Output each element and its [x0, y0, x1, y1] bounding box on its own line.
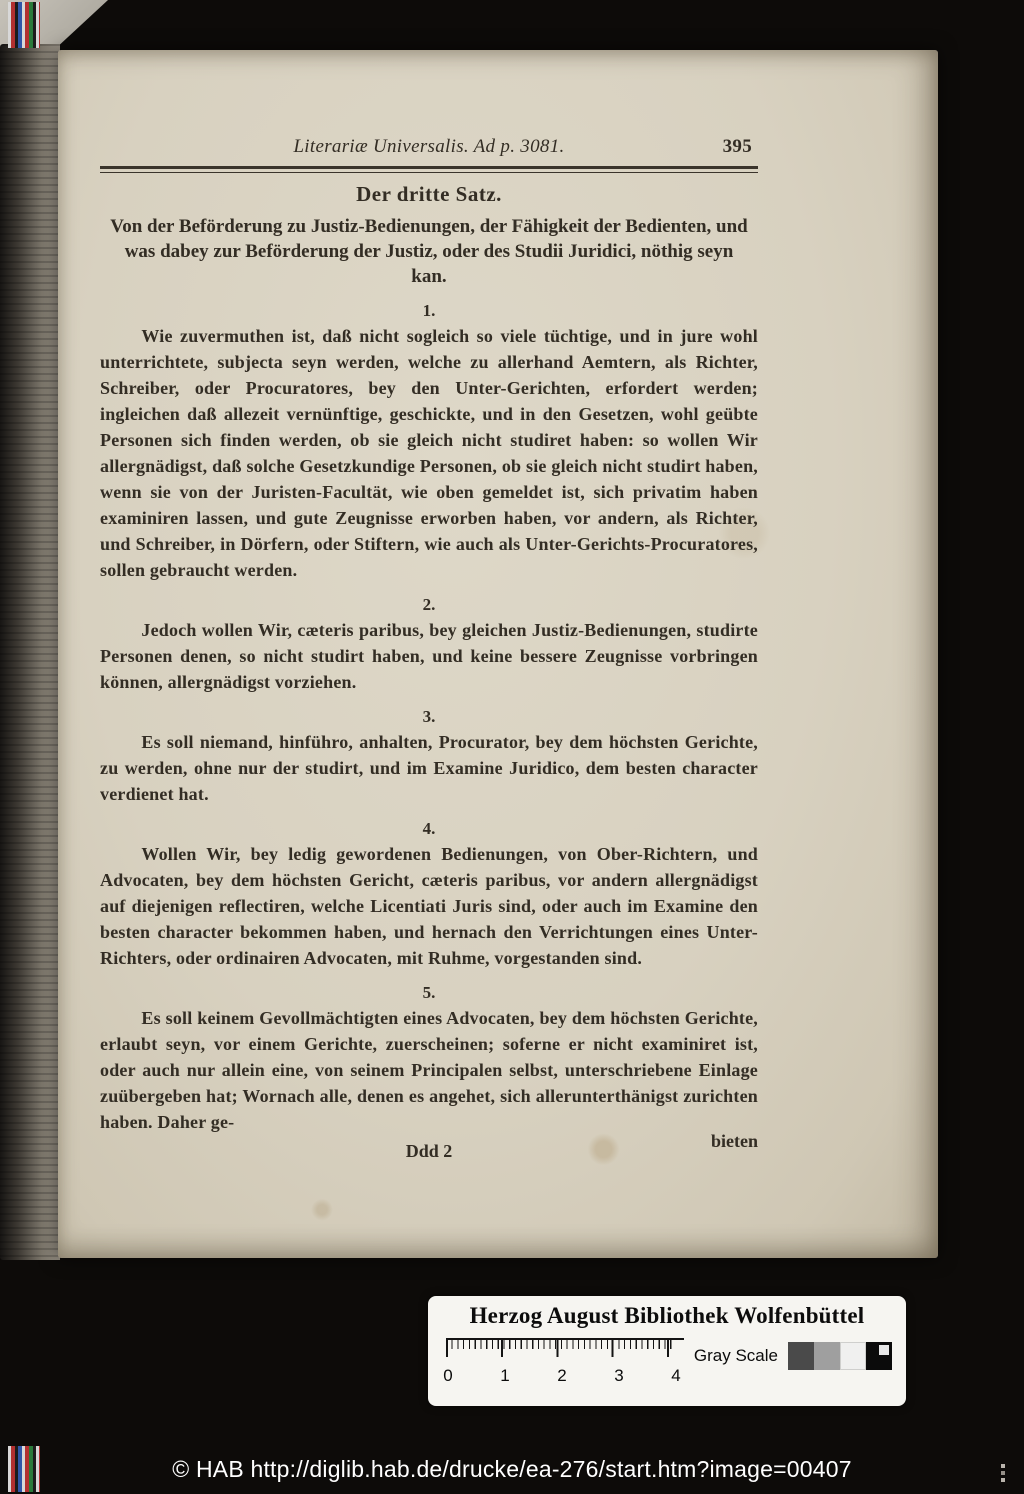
color-calibration-strip-top: [8, 2, 40, 48]
section-4-paragraph: Wollen Wir, bey ledig gewordenen Bedienungen, von Ober-Richtern, und Advocaten, bey dem höchsten Gericht, cæteris paribus, vor andern allergnädigst auf diejenigen reflectiren, welche Licentiati Juris sind, oder auch im Examine den besten character bekommen haben, und hernach den Verrichtungen eines Unter-Richters, oder ordinairen Advocaten, mit Ruhme, vorgestanden sind.: [100, 844, 758, 968]
section-2-number: 2.: [422, 595, 436, 614]
page-number: 395: [722, 136, 752, 157]
library-name: Herzog August Bibliothek Wolfenbüttel: [469, 1303, 865, 1328]
section-2-paragraph: Jedoch wollen Wir, cæteris paribus, bey gleichen Justiz-Bedienungen, studirte Personen denen, so nicht studirt haben, und keine bessere Zeugnisse vorbringen können, allergnädigst vorziehen.: [100, 620, 758, 692]
gray-swatch-dark: [788, 1342, 814, 1370]
section-title: Der dritte Satz.: [356, 182, 502, 206]
edge-artifact: [1001, 1464, 1005, 1468]
book-edge: [0, 44, 60, 1260]
copyright-line: © HAB http://diglib.hab.de/drucke/ea-276/start.htm?image=00407: [172, 1456, 852, 1482]
signature-mark: Ddd 2: [405, 1141, 453, 1161]
ruler-cm-ticks: [446, 1340, 677, 1357]
section-3-number: 3.: [422, 707, 436, 726]
scanned-page: [58, 50, 938, 1258]
section-1-paragraph: Wie zuvermuthen ist, daß nicht sogleich so viele tüchtige, und in jure wohl unterrichtete, subjecta seyn werden, welche zu allerhand Aemtern, als Richter, Schreiber, oder Procuratores, bey den Unter-Gerichten, erfordert werden; ingleichen daß allezeit vernünftige, geschickte, und in den Gesetzen, wohl geübte Personen sich finden werden, ob sie gleich nicht studiret haben: so wollen Wir allergnädigst, daß solche Gesetzkundige Personen, ob sie gleich nicht studirt haben, wenn sie von der Juristen-Facultät, wie oben gemeldet ist, sich privatim haben examiniren lassen, und gute Zeugnisse erworben haben, vor andern, als Richter, und Schreiber, in Dörfern, oder Stiftern, wie auch als Unter-Gerichts-Procuratores, sollen gebraucht werden.: [100, 326, 758, 580]
centimeter-ruler: [443, 1338, 708, 1394]
ruler-number-2: 2: [557, 1366, 567, 1385]
running-title: Literariæ Universalis. Ad p. 3081.: [293, 136, 565, 157]
section-1-number: 1.: [422, 301, 436, 320]
page-subtitle: Von der Beförderung zu Justiz-Bedienungen, der Fähigkeit der Bedienten, und was dabey zur Beförderung der Justiz, oder des Studii Juridici, nöthig seyn kan.: [110, 216, 748, 287]
ruler-number-0: 0: [443, 1366, 453, 1385]
gray-swatch-mid: [814, 1342, 840, 1370]
gray-scale-swatches: [788, 1342, 892, 1370]
section-3-paragraph: Es soll niemand, hinführo, anhalten, Procurator, bey dem höchsten Gerichte, zu werden, ohne nur der studirt, und im Examine Juridico, dem besten character verdienet hat.: [100, 732, 758, 804]
section-5-number: 5.: [422, 983, 436, 1002]
gray-swatch-black: [866, 1342, 892, 1370]
section-5-paragraph: Es soll keinem Gevollmächtigten eines Advocaten, bey dem höchsten Gerichte, erlaubt seyn, vor einem Gerichte, zuerscheinen; soferne er nicht examiniret ist, oder auch nur allein eine, von seinem Principalen selbst, unterschriebene Einlage zuübergeben hat; Wornach alle, denen es angehet, sich allerunterthänigst zurichten haben. Daher ge-: [100, 1008, 758, 1132]
signature-row: [100, 1131, 758, 1175]
ruler-number-1: 1: [500, 1366, 510, 1385]
gray-scale-block: [694, 1342, 892, 1370]
page-header: [100, 136, 758, 162]
ruler-number-4: 4: [671, 1366, 681, 1385]
gray-scale-label: Gray Scale: [693, 1346, 778, 1365]
header-rule: [100, 166, 758, 173]
catchword: bieten: [711, 1131, 758, 1151]
gray-swatch-light: [840, 1342, 866, 1370]
library-scale-card: [428, 1296, 906, 1406]
text-block: [100, 136, 758, 1175]
section-4-number: 4.: [422, 819, 436, 838]
ruler-number-3: 3: [614, 1366, 624, 1385]
